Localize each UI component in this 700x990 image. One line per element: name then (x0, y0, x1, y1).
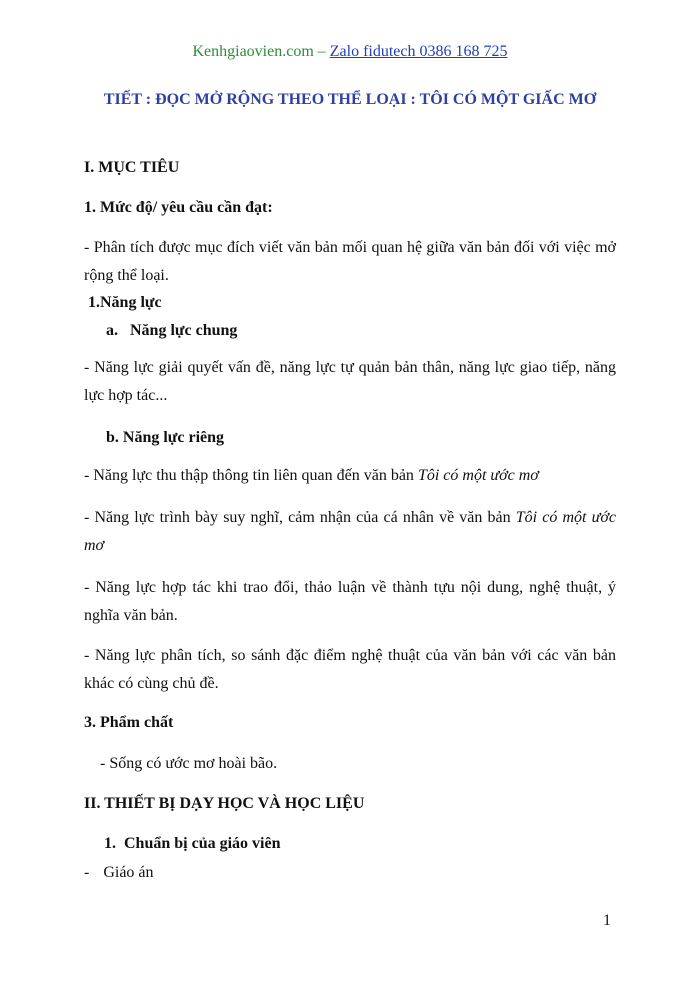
list-label-1: 1. (104, 835, 116, 852)
specific-competence-item-4: - Năng lực phân tích, so sánh đặc điểm nghệ thuật của văn bản với các văn bản khác có cùng chủ đề. (84, 647, 616, 692)
item-2-title: Tôi có một ước mơ (84, 509, 616, 554)
header-separator: – (313, 43, 330, 60)
lesson-plan-text: Giáo án (103, 864, 154, 881)
section-heading-equipment: II. THIẾT BỊ DẠY HỌC VÀ HỌC LIỆU (84, 795, 365, 812)
item-1-text: - Năng lực thu thập thông tin liên quan đến văn bản (84, 467, 418, 484)
item-1-title: Tôi có một ước mơ (417, 467, 539, 484)
subheading-qualities: 3. Phẩm chất (84, 714, 174, 731)
specific-competence-item-3: - Năng lực hợp tác khi trao đổi, thảo luận về thành tựu nội dung, nghệ thuật, ý nghĩa văn bản. (84, 579, 616, 624)
subheading-specific-competence: b. Năng lực riêng (106, 429, 225, 446)
list-item-lesson-plan (84, 863, 616, 883)
page-header (0, 42, 700, 62)
subheading-competence: 1.Năng lực (88, 294, 162, 311)
general-competence-text: - Năng lực giải quyết vấn đề, năng lực tự quản bản thân, năng lực giao tiếp, năng lực hợp tác... (84, 359, 616, 404)
zalo-link[interactable]: Zalo fidutech 0386 168 725 (329, 43, 508, 60)
specific-competence-item-1 (84, 462, 616, 490)
subheading-requirements: 1. Mức độ/ yêu cầu cần đạt: (84, 199, 273, 216)
list-dash: - (84, 864, 90, 881)
page-title: TIẾT : ĐỌC MỞ RỘNG THEO THỂ LOẠI : TÔI CÓ MỘT GIẤC MƠ (103, 91, 597, 108)
requirements-text: - Phân tích được mục đích viết văn bản mối quan hệ giữa văn bản đối với việc mở rộng thể loại. (84, 239, 616, 284)
list-label-a: a. (106, 322, 118, 339)
site-name: Kenhgiaovien.com (192, 43, 314, 60)
qualities-text: - Sống có ước mơ hoài bão. (100, 755, 278, 772)
item-2-text: - Năng lực trình bày suy nghĩ, cảm nhận của cá nhân về văn bản (84, 509, 516, 526)
section-heading-objectives: I. MỤC TIÊU (84, 159, 180, 176)
page-number: 1 (603, 912, 611, 929)
subheading-teacher-prep (104, 834, 636, 854)
subheading-general-competence (106, 321, 638, 341)
teacher-prep-label: Chuẩn bị của giáo viên (124, 835, 281, 852)
general-competence-label: Năng lực chung (130, 322, 238, 339)
specific-competence-item-2 (84, 504, 616, 560)
